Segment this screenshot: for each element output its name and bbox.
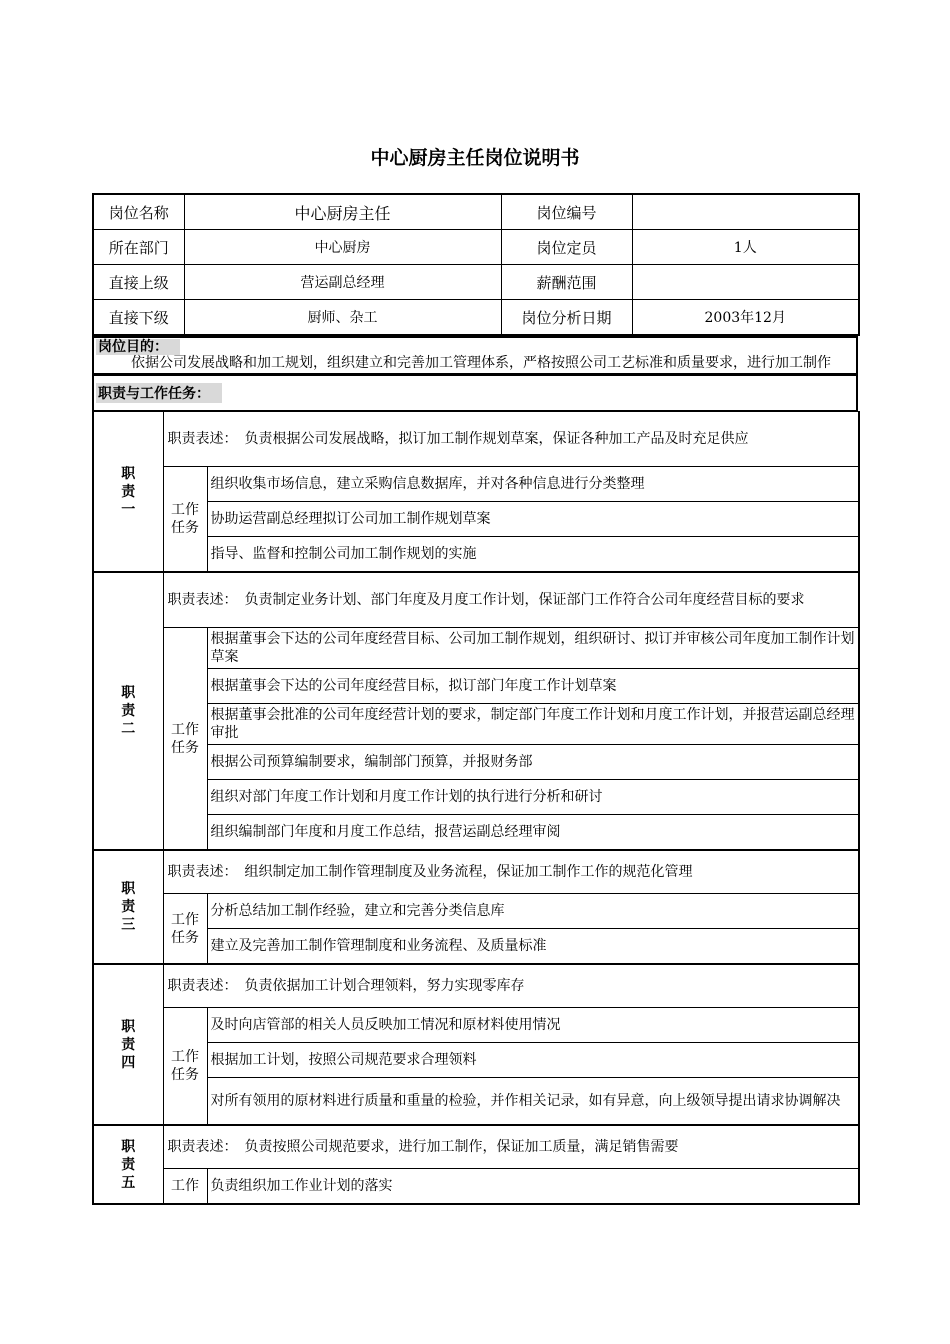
duty-label xyxy=(93,964,163,1125)
task-label-text: 工作 xyxy=(171,502,199,518)
task-row xyxy=(93,628,859,669)
info-label: 直接上级 xyxy=(93,265,184,300)
info-row xyxy=(93,194,859,230)
task-label xyxy=(163,467,207,573)
task-row xyxy=(93,745,859,780)
info-value: 2003年12月 xyxy=(632,300,859,336)
task-item: 组织对部门年度工作计划和月度工作计划的执行进行分析和研讨 xyxy=(207,780,859,815)
info-label: 岗位名称 xyxy=(93,194,184,230)
duty-label-char: 一 xyxy=(121,501,136,518)
info-value: 厨师、杂工 xyxy=(184,300,501,336)
task-item: 负责组织加工作业计划的落实 xyxy=(207,1169,859,1205)
task-row xyxy=(93,894,859,929)
task-label-text: 工作 xyxy=(171,721,199,738)
task-label-text: 工作 xyxy=(171,1178,199,1194)
task-item: 根据加工计划，按照公司规范要求合理领料 xyxy=(207,1043,859,1078)
purpose-text: 依据公司发展战略和加工规划，组织建立和完善加工管理体系，严格按照公司工艺标准和质量要求，进行加工制作 xyxy=(131,355,831,371)
info-row xyxy=(93,265,859,300)
info-value: 中心厨房主任 xyxy=(184,194,501,230)
info-label: 所在部门 xyxy=(93,230,184,265)
info-value: 营运副总经理 xyxy=(184,265,501,300)
info-value xyxy=(632,265,859,300)
task-row xyxy=(93,929,859,965)
duty-statement: 职责表述： 负责依据加工计划合理领料，努力实现零库存 xyxy=(163,964,859,1008)
duty-statement-row xyxy=(93,850,859,894)
duties-heading-section xyxy=(92,374,858,411)
task-item: 指导、监督和控制公司加工制作规划的实施 xyxy=(207,537,859,573)
duty-label xyxy=(93,1125,163,1204)
task-label xyxy=(163,628,207,851)
info-row xyxy=(93,230,859,265)
task-label-text: 任务 xyxy=(171,929,199,946)
task-row xyxy=(93,1008,859,1043)
basic-info-table xyxy=(92,193,860,336)
duty-statement: 职责表述： 负责制定业务计划、部门年度及月度工作计划，保证部门工作符合公司年度经营目标的要求 xyxy=(163,572,859,628)
task-label-text: 任务 xyxy=(171,1067,199,1083)
info-value xyxy=(632,194,859,230)
task-row xyxy=(93,537,859,573)
duties-heading: 职责与工作任务： xyxy=(96,383,222,403)
duty-label-char: 五 xyxy=(121,1174,136,1191)
duty-label xyxy=(93,850,163,964)
info-value: 中心厨房 xyxy=(184,230,501,265)
info-label: 岗位定员 xyxy=(501,230,632,265)
task-label-text: 工作 xyxy=(171,911,199,928)
duty-statement-row xyxy=(93,412,859,467)
duty-label-char: 职 xyxy=(121,465,136,482)
task-item: 组织收集市场信息，建立采购信息数据库，并对各种信息进行分类整理 xyxy=(207,467,859,502)
duty-label-char: 责 xyxy=(121,1156,136,1173)
task-row xyxy=(93,1078,859,1126)
duty-statement: 职责表述： 负责根据公司发展战略，拟订加工制作规划草案，保证各种加工产品及时充足供应 xyxy=(163,412,859,467)
duty-label-char: 职 xyxy=(121,1138,136,1155)
duty-statement-row xyxy=(93,572,859,628)
task-label-text: 任务 xyxy=(171,520,199,536)
task-row xyxy=(93,815,859,851)
duty-label-char: 四 xyxy=(121,1054,136,1071)
info-label: 直接下级 xyxy=(93,300,184,336)
task-label-text: 工作 xyxy=(171,1049,199,1065)
duty-statement-row xyxy=(93,1125,859,1169)
duty-label xyxy=(93,572,163,850)
duty-label-char: 职 xyxy=(121,685,136,701)
task-row xyxy=(93,467,859,502)
duty-statement: 职责表述： 负责按照公司规范要求，进行加工制作，保证加工质量，满足销售需要 xyxy=(163,1125,859,1169)
task-item: 根据公司预算编制要求，编制部门预算，并报财务部 xyxy=(207,745,859,780)
duty-label-char: 责 xyxy=(121,1036,136,1053)
task-row xyxy=(93,669,859,704)
task-label xyxy=(163,1169,207,1205)
document-title: 中心厨房主任岗位说明书 xyxy=(370,147,580,169)
duty-statement-row xyxy=(93,964,859,1008)
task-item: 根据董事会下达的公司年度经营目标，拟订部门年度工作计划草案 xyxy=(207,669,859,704)
duty-label-char: 责 xyxy=(121,899,136,915)
task-row xyxy=(93,502,859,537)
task-item: 建立及完善加工制作管理制度和业务流程、及质量标准 xyxy=(207,929,859,965)
task-item: 根据董事会批准的公司年度经营计划的要求，制定部门年度工作计划和月度工作计划，并报营运副总经理审批 xyxy=(207,704,859,745)
purpose-section xyxy=(92,336,858,374)
duty-label-char: 职 xyxy=(121,881,136,897)
duty-statement: 职责表述： 组织制定加工制作管理制度及业务流程，保证加工制作工作的规范化管理 xyxy=(163,850,859,894)
duties-table xyxy=(92,411,860,1205)
task-item: 协助运营副总经理拟订公司加工制作规划草案 xyxy=(207,502,859,537)
task-label xyxy=(163,894,207,965)
task-item: 组织编制部门年度和月度工作总结，报营运副总经理审阅 xyxy=(207,815,859,851)
task-item: 根据董事会下达的公司年度经营目标、公司加工制作规划，组织研讨、拟订并审核公司年度加工制作计划草案 xyxy=(207,628,859,669)
task-row xyxy=(93,780,859,815)
duty-label-char: 责 xyxy=(121,483,136,500)
duty-label xyxy=(93,412,163,573)
task-item: 及时向店管部的相关人员反映加工情况和原材料使用情况 xyxy=(207,1008,859,1043)
task-row xyxy=(93,1043,859,1078)
duty-label-char: 责 xyxy=(121,703,136,719)
info-label: 薪酬范围 xyxy=(501,265,632,300)
task-item: 对所有领用的原材料进行质量和重量的检验，并作相关记录，如有异意，向上级领导提出请求协调解决 xyxy=(207,1078,859,1126)
duty-label-char: 三 xyxy=(121,917,136,933)
task-row xyxy=(93,704,859,745)
task-item: 分析总结加工制作经验，建立和完善分类信息库 xyxy=(207,894,859,929)
task-row xyxy=(93,1169,859,1205)
info-label: 岗位分析日期 xyxy=(501,300,632,336)
duty-label-char: 二 xyxy=(121,721,136,737)
info-row xyxy=(93,300,859,336)
duty-label-char: 职 xyxy=(121,1018,136,1035)
purpose-heading: 岗位目的： xyxy=(96,339,180,355)
task-label xyxy=(163,1008,207,1126)
job-description-form xyxy=(92,193,858,1205)
info-label: 岗位编号 xyxy=(501,194,632,230)
info-value: 1人 xyxy=(632,230,859,265)
task-label-text: 任务 xyxy=(171,739,199,756)
